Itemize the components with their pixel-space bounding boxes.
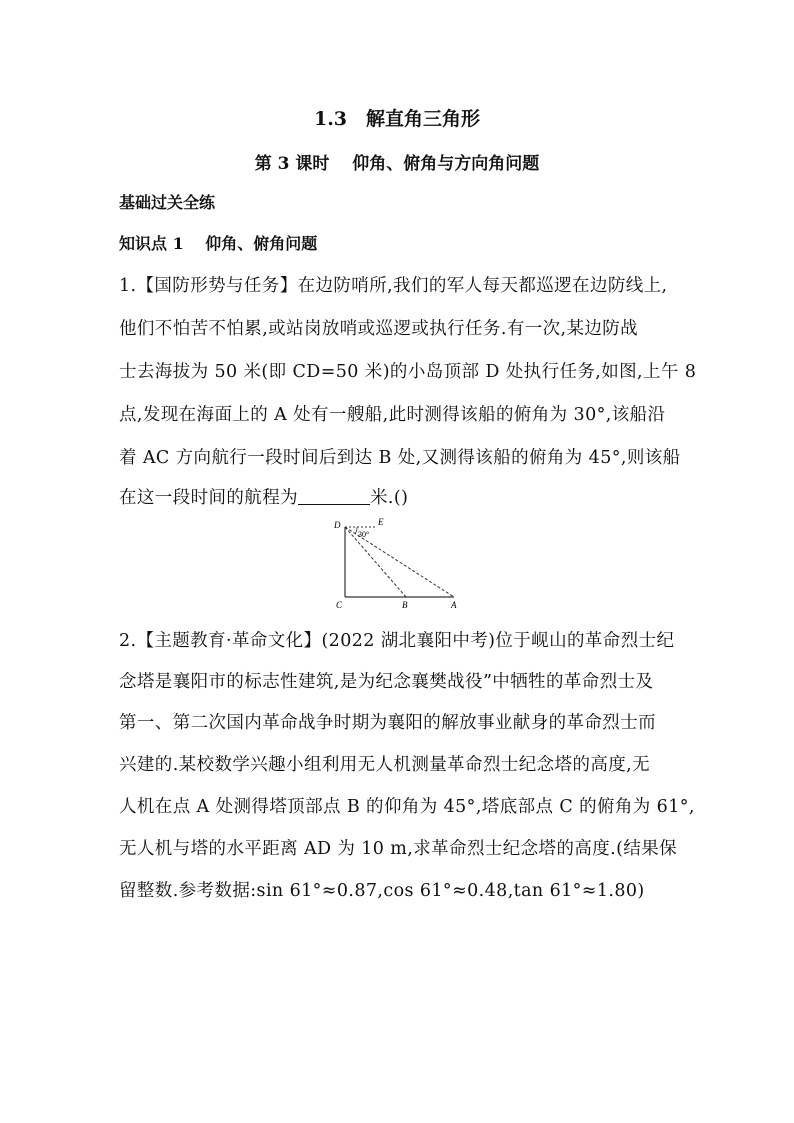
label-D: D [334, 520, 341, 530]
q1-line: 他们不怕苦不怕累,或站岗放哨或巡逻或执行任务.有一次,某边防战 [119, 319, 639, 339]
q1-line: 着 AC 方向航行一段时间后到达 B 处,又测得该船的俯角为 45°,则该船 [119, 448, 681, 468]
q2-line: 2.【主题教育·革命文化】(2022 湖北襄阳中考)位于岘山的革命烈士纪 [119, 631, 675, 651]
lesson-subtitle: 第 3 课时 仰角、俯角与方向角问题 [254, 154, 540, 174]
q1-last-tail: 米.() [370, 488, 409, 508]
q1-line: 点,发现在海面上的 A 处有一艘船,此时测得该船的俯角为 30°,该船沿 [119, 405, 666, 425]
q2-line: 第一、第二次国内革命战争时期为襄阳的解放事业献身的革命烈士而 [119, 713, 656, 733]
label-A: A [451, 600, 457, 610]
angle-arc [355, 527, 357, 534]
q1-line: 士去海拔为 50 米(即 CD=50 米)的小岛顶部 D 处执行任务,如图,上午 8 [119, 362, 697, 382]
knowledge-point-heading: 知识点 1 仰角、俯角问题 [119, 234, 318, 253]
q1-line: 1.【国防形势与任务】在边防哨所,我们的军人每天都巡逻在边防线上, [119, 276, 668, 296]
q1-line-last [119, 484, 408, 509]
q2-line: 留整数.参考数据:sin 61°≈0.87,cos 61°≈0.48,tan 61°≈1.80) [119, 881, 645, 901]
answer-blank[interactable] [298, 488, 370, 505]
q1-figure [330, 517, 470, 612]
q2-line: 无人机与塔的水平距离 AD 为 10 m,求革命烈士纪念塔的高度.(结果保 [119, 839, 678, 859]
section-heading: 基础过关全练 [119, 193, 216, 212]
page-title: 1.3 解直角三角形 [313, 108, 481, 130]
segment-DB [345, 527, 406, 597]
q1-last-text: 在这一段时间的航程为 [119, 488, 298, 508]
q2-line: 人机在点 A 处测得塔顶部点 B 的仰角为 45°,塔底部点 C 的俯角为 61°, [119, 797, 695, 817]
q2-line: 兴建的.某校数学兴趣小组利用无人机测量革命烈士纪念塔的高度,无 [119, 755, 651, 775]
label-C: C [336, 600, 343, 610]
q2-line: 念塔是襄阳市的标志性建筑,是为纪念襄樊战役”中牺牲的革命烈士及 [119, 672, 654, 692]
label-E: E [378, 517, 384, 527]
label-B: B [402, 600, 408, 610]
angle-label: 30° [358, 530, 370, 539]
